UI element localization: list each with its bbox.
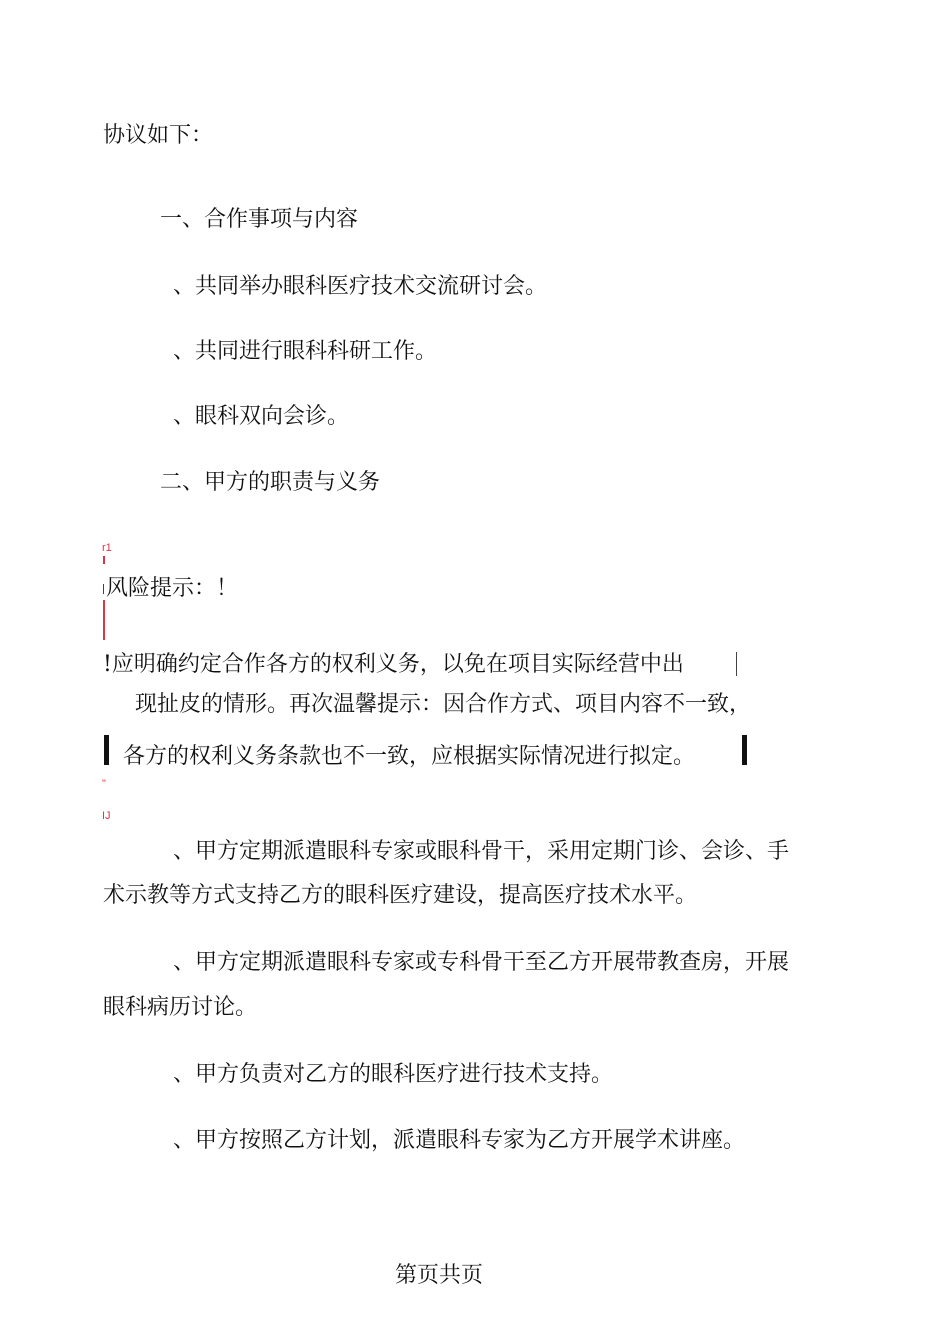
risk-mark-top: r1	[102, 542, 112, 554]
risk-red-tick	[103, 556, 105, 564]
section2-heading: 二、甲方的职责与义务	[160, 470, 381, 495]
risk-line-1: !应明确约定合作各方的权利义务，以免在项目实际经营中出	[103, 652, 684, 677]
risk-line-2: 现扯皮的情形。再次温馨提示：因合作方式、项目内容不一致，	[135, 692, 752, 717]
duty-2-line-1: 、甲方定期派遣眼科专家或专科骨干至乙方开展带教查房，开展	[173, 950, 790, 975]
section1-item-3: 、眼科双向会诊。	[173, 404, 350, 429]
intro-text: 协议如下：	[103, 123, 214, 148]
section1-item-2: 、共同进行眼科科研工作。	[173, 339, 438, 364]
section1-item-1: 、共同举办眼科医疗技术交流研讨会。	[173, 274, 548, 299]
risk-left-bar	[104, 735, 109, 765]
risk-right-bar	[742, 735, 747, 765]
duty-4: 、甲方按照乙方计划，派遣眼科专家为乙方开展学术讲座。	[173, 1128, 746, 1153]
risk-title: 风险提示：！	[106, 576, 239, 601]
risk-line-3: 各方的权利义务条款也不一致，应根据实际情况进行拟定。	[123, 744, 696, 769]
risk-red-dashed-border	[103, 600, 105, 640]
risk-mark-bottom-1: "	[102, 778, 106, 790]
duty-2-line-2: 眼科病历讨论。	[103, 995, 258, 1020]
risk-mark-bottom-2: IJ	[102, 810, 111, 822]
section1-heading: 一、合作事项与内容	[160, 207, 359, 232]
duty-1-line-1: 、甲方定期派遣眼科专家或眼科骨干，采用定期门诊、会诊、手	[173, 839, 790, 864]
duty-3: 、甲方负责对乙方的眼科医疗进行技术支持。	[173, 1062, 614, 1087]
risk-left-tick	[103, 584, 104, 594]
risk-right-border	[736, 652, 737, 676]
duty-1-line-2: 术示教等方式支持乙方的眼科医疗建设，提高医疗技术水平。	[103, 883, 698, 908]
page-footer: 第页共页	[395, 1263, 484, 1288]
